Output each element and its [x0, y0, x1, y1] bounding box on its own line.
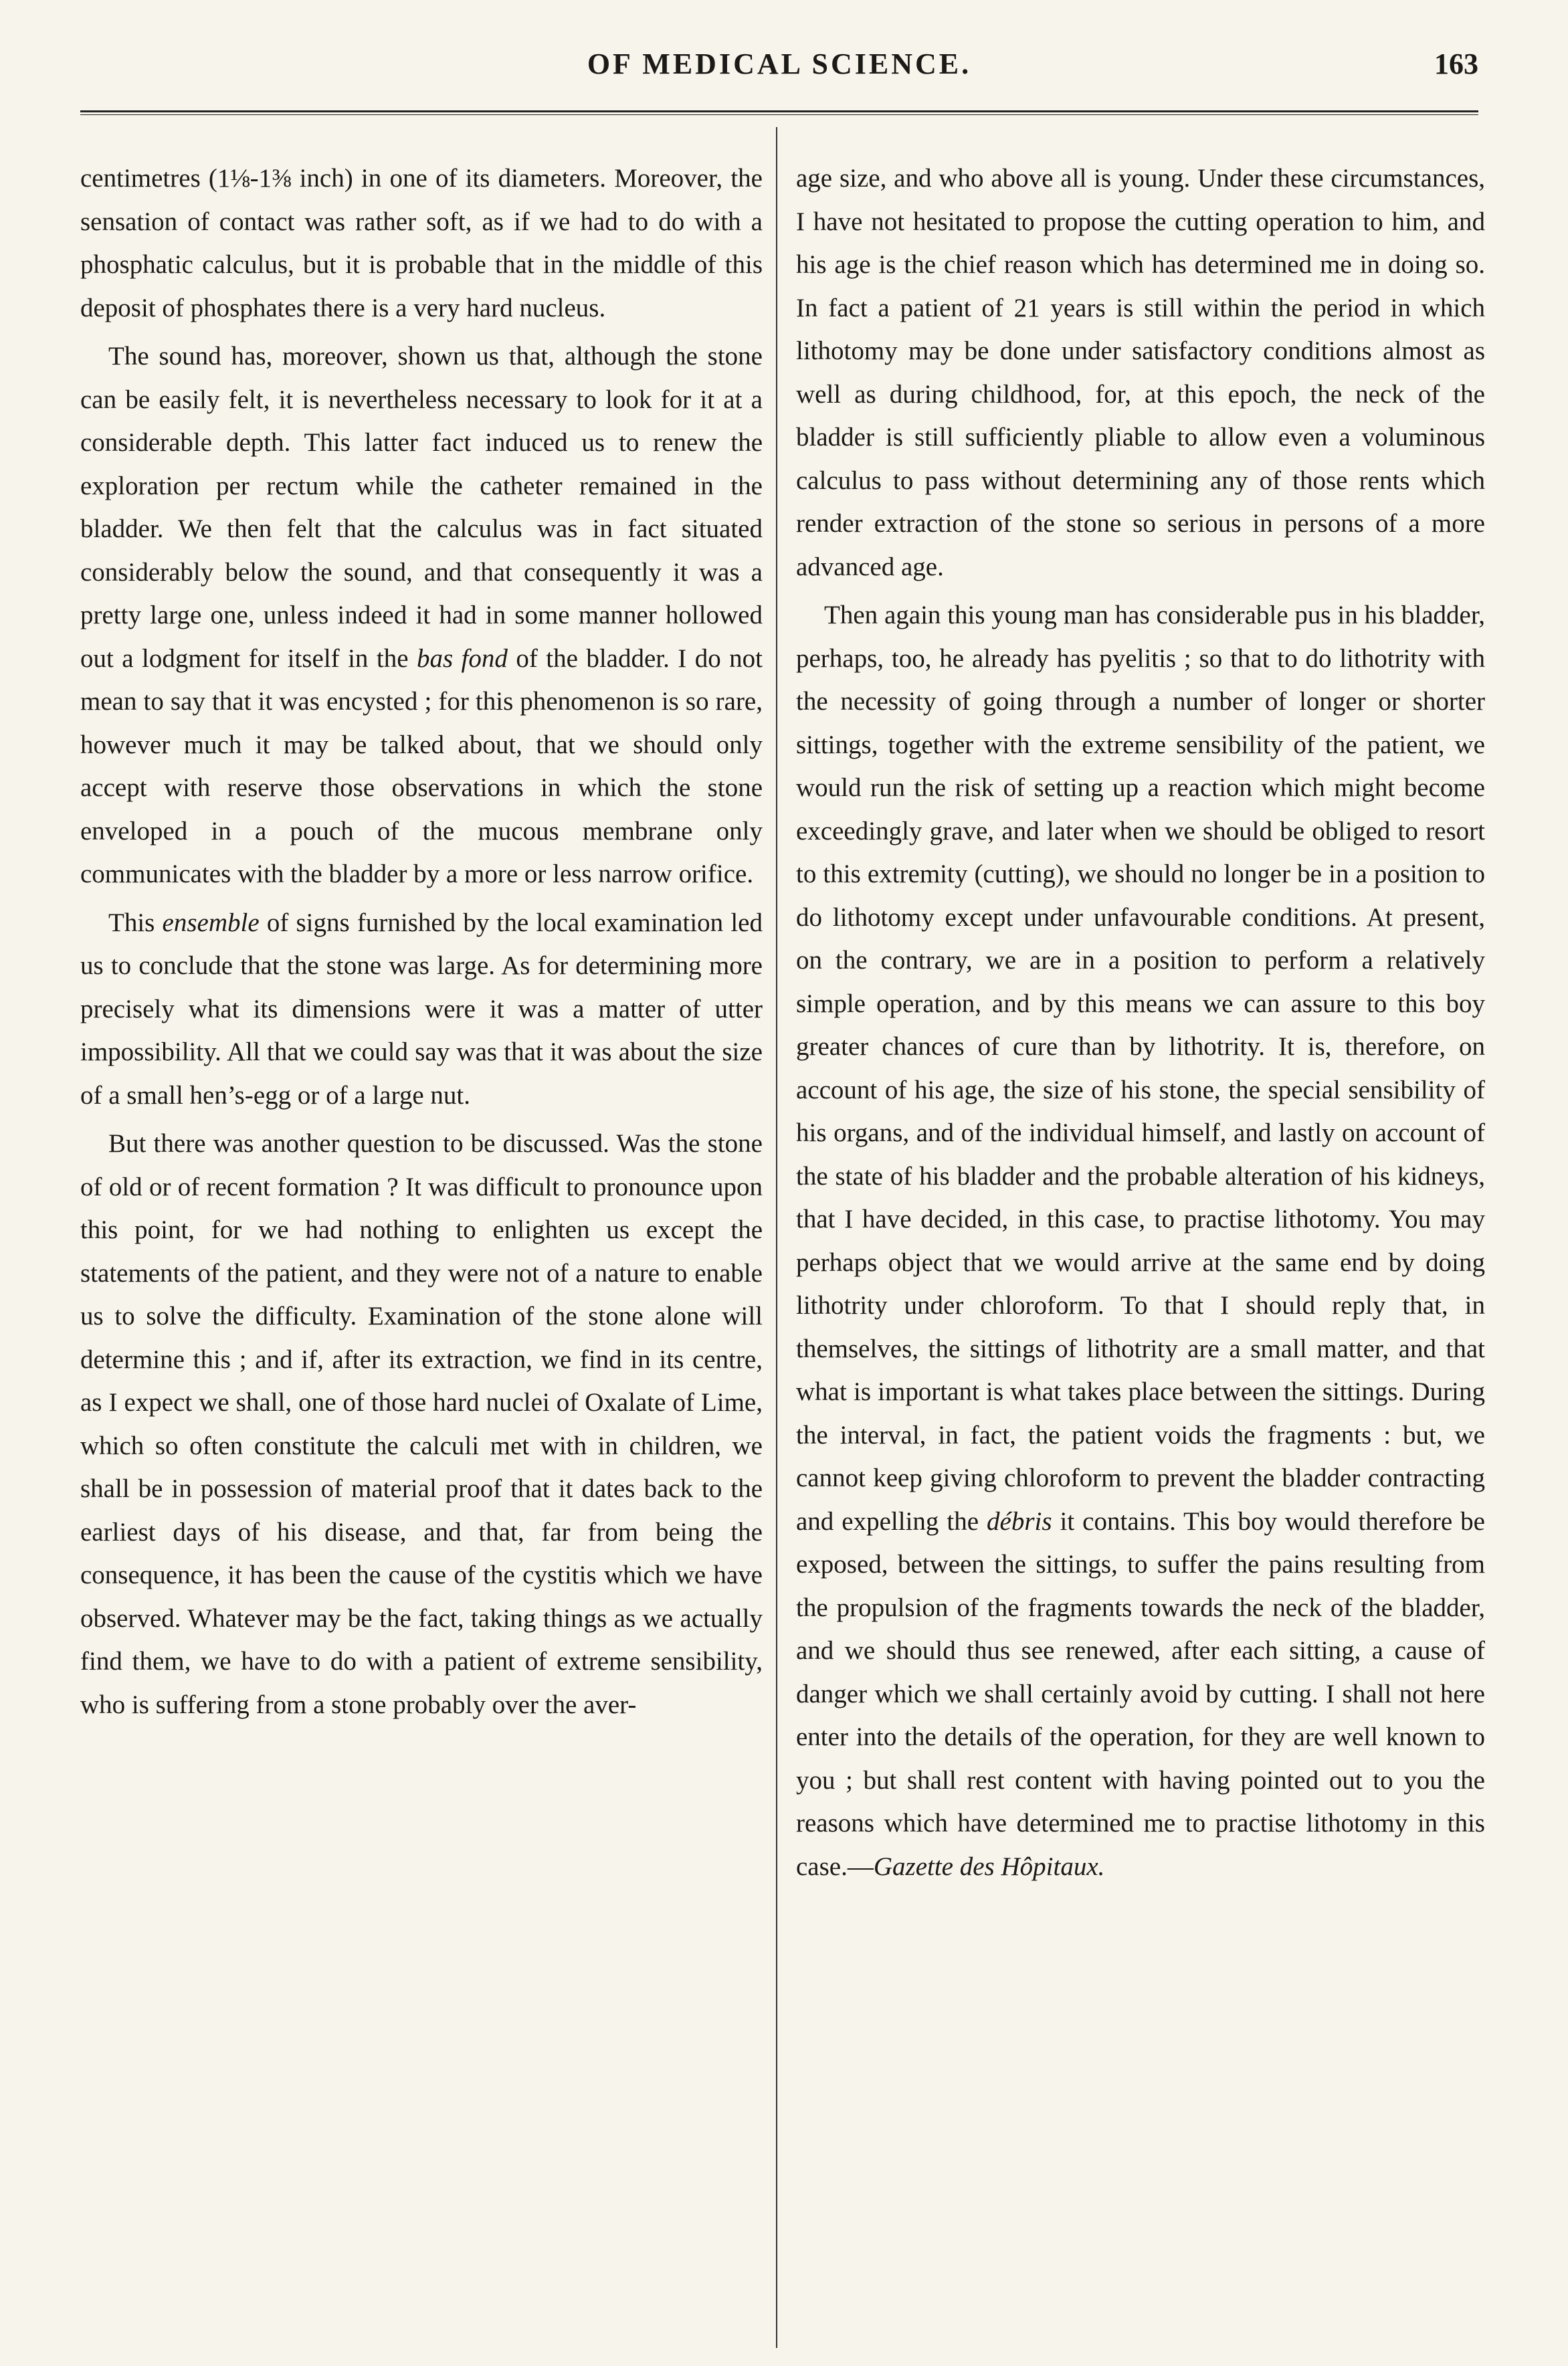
left-paragraph-2: [80, 335, 763, 896]
left-paragraph-2-text: The sound has, moreover, shown us that, although the stone can be easily felt, it is nevertheless necessary to look for it at a considerable depth. This latter fact induced us to renew the exploration per rectum while the catheter remained in the bladder. We then felt that the calculus was in fact situated considerably below the sound, and that consequently it was a pretty large one, unless indeed it had in some manner hollowed out a lodgment for itself in the: [80, 342, 763, 673]
right-paragraph-2-italic: débris: [987, 1506, 1052, 1536]
page-number: 163: [1434, 47, 1478, 80]
left-paragraph-1: centimetres (1⅛-1⅜ inch) in one of its diameters. Moreover, the sensation of contact was rather soft, as if we had to do with a phosphatic calculus, but it is probable that in the middle of this deposit of phosphates there is a very hard nucleus.: [80, 164, 763, 322]
source-citation: Gazette des Hôpitaux.: [873, 1852, 1105, 1881]
left-column: [80, 157, 763, 2351]
running-title: OF MEDICAL SCIENCE.: [587, 47, 972, 80]
left-paragraph-2-end: of the bladder. I do not mean to say that it was encysted ; for this phenomenon is so rare, however much it may be talked about, that we should only accept with reserve those observations in which the stone enveloped in a pouch of the mucous membrane only communicates with the bladder by a more or less narrow orifice.: [80, 644, 763, 888]
left-paragraph-3-text: of signs furnished by the local examination led us to conclude that the stone was large. As for determining more precisely what its dimensions were it was a matter of utter impossibility. All that we could say was that it was about the size of a small hen’s-egg or of a large nut.: [80, 908, 763, 1110]
right-paragraph-2-mid: it contains. This boy would therefore be exposed, between the sittings, to suffer the pains resulting from the propulsion of the fragments towards the neck of the bladder, and we should thus see renewed, after each sitting, a cause of danger which we shall certainly avoid by cutting. I shall not here enter into the details of the operation, for they are well known to you ; but shall rest content with having pointed out to you the reasons which have determined me to practise lithotomy in this case.—: [796, 1506, 1485, 1881]
left-paragraph-3-start: This: [108, 908, 163, 937]
right-paragraph-1: age size, and who above all is young. Under these circumstances, I have not hesitated to propose the cutting operation to him, and his age is the chief reason which has determined me in doing so. In fact a patient of 21 years is still within the period in which lithotomy may be done under satisfactory conditions almost as well as during childhood, for, at this epoch, the neck of the bladder is still sufficiently pliable to allow even a voluminous calculus to pass without determining any of those rents which render extraction of the stone so serious in persons of a more advanced age.: [796, 164, 1485, 581]
right-paragraph-2: [796, 594, 1485, 1888]
header-rule: [80, 110, 1478, 115]
running-head: [80, 47, 1478, 100]
left-paragraph-4: But there was another question to be discussed. Was the stone of old or of recent formation ? It was difficult to pronounce upon this point, for we had nothing to enlighten us except the statements of the patient, and they were not of a nature to enable us to solve the difficulty. Examination of the stone alone will determine this ; and if, after its extraction, we find in its centre, as I expect we shall, one of those hard nuclei of Oxalate of Lime, which so often constitute the calculi met with in children, we shall be in possession of material proof that it dates back to the earliest days of his disease, and that, far from being the consequence, it has been the cause of the cystitis which we have observed. Whatever may be the fact, taking things as we actually find them, we have to do with a patient of extreme sensibility, who is suffering from a stone probably over the aver-: [80, 1129, 763, 1719]
left-paragraph-3: [80, 902, 763, 1118]
left-paragraph-3-italic: ensemble: [162, 908, 260, 937]
right-paragraph-2-text: Then again this young man has considerable pus in his bladder, perhaps, too, he already has pyelitis ; so that to do lithotrity with the necessity of going through a number of longer or shorter sittings, together with the extreme sensibility of the patient, we would run the risk of setting up a reaction which might become exceedingly grave, and later when we should be obliged to resort to this extremity (cutting), we should no longer be in a position to do lithotomy except under unfavourable conditions. At present, on the contrary, we are in a position to perform a relatively simple operation, and by this means we can assure to this boy greater chances of cure than by lithotrity. It is, therefore, on account of his age, the size of his stone, the special sensibility of his organs, and of the individual himself, and lastly on account of the state of his bladder and the probable alteration of his kidneys, that I have decided, in this case, to practise lithotomy. You may perhaps object that we would arrive at the same end by doing lithotrity under chloroform. To that I should reply that, in themselves, the sittings of lithotrity are a small matter, and that what is important is what takes place between the sittings. During the interval, in fact, the patient voids the fragments : but, we cannot keep giving chloroform to prevent the bladder contracting and expelling the: [796, 601, 1485, 1536]
column-divider: [776, 127, 777, 2348]
left-paragraph-2-italic: bas fond: [416, 644, 508, 673]
right-column: [796, 157, 1485, 2351]
